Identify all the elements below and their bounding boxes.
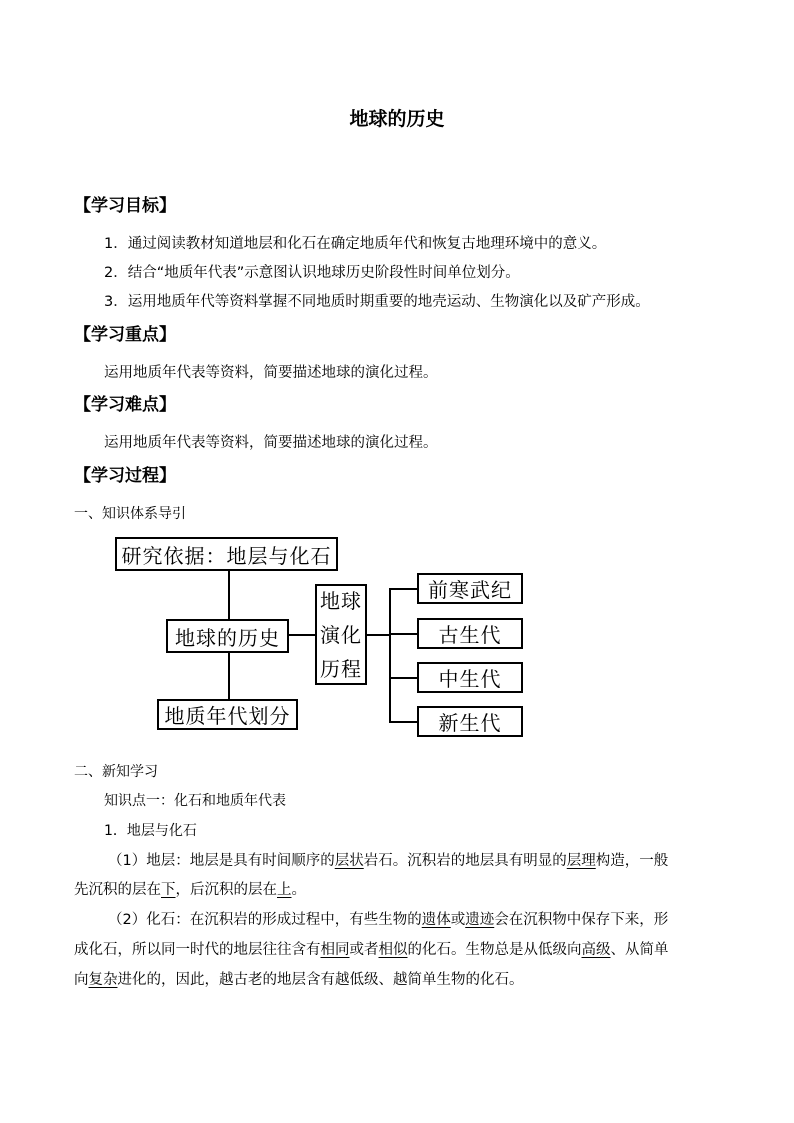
process-heading: 【学习过程】 — [74, 466, 176, 486]
key-text: 运用地质年代表等资料，简要描述地球的演化过程。 — [104, 365, 438, 381]
blank-answer: 遗迹 — [465, 912, 495, 928]
history-box — [166, 619, 289, 653]
difficulty-heading: 【学习难点】 — [74, 395, 176, 415]
era-box — [417, 573, 523, 604]
connector-line — [389, 677, 417, 679]
era-label: 前寒武纪 — [428, 578, 512, 602]
basis-label: 研究依据：地层与化石 — [121, 543, 332, 568]
objective-3: 3．运用地质年代等资料掌握不同地质时期重要的地壳运动、生物演化以及矿产形成。 — [104, 294, 650, 310]
subsection-heading: 1．地层与化石 — [104, 823, 197, 839]
basis-box — [115, 537, 338, 571]
difficulty-text: 运用地质年代表等资料，简要描述地球的演化过程。 — [104, 435, 438, 451]
blank-answer: 下 — [161, 882, 176, 898]
paragraph-line: 向复杂进化的，因此，越古老的地层含有越低级、越简单生物的化石。 — [74, 972, 524, 988]
evolution-label-1: 地球 — [320, 588, 362, 613]
part1-heading: 一、知识体系导引 — [74, 506, 186, 522]
part2-heading: 二、新知学习 — [74, 764, 158, 780]
paragraph-line: 先沉积的层在下，后沉积的层在上。 — [74, 882, 306, 898]
objective-1: 1．通过阅读教材知道地层和化石在确定地质年代和恢复古地理环境中的意义。 — [104, 236, 607, 252]
paragraph-line: （2）化石：在沉积岩的形成过程中，有些生物的遗体或遗迹会在沉积物中保存下来，形 — [108, 912, 669, 928]
evolution-box — [315, 584, 367, 685]
history-label: 地球的历史 — [175, 625, 280, 650]
paragraph-line: （1）地层：地层是具有时间顺序的层状岩石。沉积岩的地层具有明显的层理构造，一般 — [108, 853, 669, 869]
blank-answer: 遗体 — [421, 912, 451, 928]
blank-answer: 相同 — [320, 942, 350, 958]
connector-line — [389, 721, 417, 723]
connector-line — [389, 588, 391, 722]
era-label: 中生代 — [438, 667, 502, 691]
blank-answer: 层理 — [566, 853, 596, 869]
blank-answer: 层状 — [334, 853, 364, 869]
evolution-label-3: 历程 — [320, 656, 362, 681]
era-label: 新生代 — [438, 711, 502, 735]
era-box — [417, 618, 523, 649]
objective-2: 2．结合“地质年代表”示意图认识地球历史阶段性时间单位划分。 — [104, 265, 520, 281]
knowledge-point-heading: 知识点一：化石和地质年代表 — [104, 793, 286, 809]
connector-line — [389, 588, 417, 590]
connector-line — [228, 653, 230, 699]
blank-answer: 高级 — [581, 942, 611, 958]
blank-answer: 上 — [277, 882, 292, 898]
era-box — [417, 706, 523, 737]
blank-answer: 相似 — [378, 942, 408, 958]
evolution-label-2: 演化 — [320, 622, 362, 647]
connector-line — [367, 634, 389, 636]
objectives-heading: 【学习目标】 — [74, 196, 176, 216]
connector-line — [389, 633, 417, 635]
paragraph-line: 成化石，所以同一时代的地层往往含有相同或者相似的化石。生物总是从低级向高级、从简单 — [74, 942, 669, 958]
era-label: 古生代 — [438, 623, 502, 647]
page-title: 地球的历史 — [349, 108, 445, 130]
connector-line — [289, 634, 315, 636]
key-heading: 【学习重点】 — [74, 325, 176, 345]
division-box — [157, 699, 298, 730]
blank-answer: 复杂 — [88, 972, 118, 988]
division-label: 地质年代划分 — [164, 704, 291, 728]
era-box — [417, 662, 523, 693]
connector-line — [228, 571, 230, 619]
